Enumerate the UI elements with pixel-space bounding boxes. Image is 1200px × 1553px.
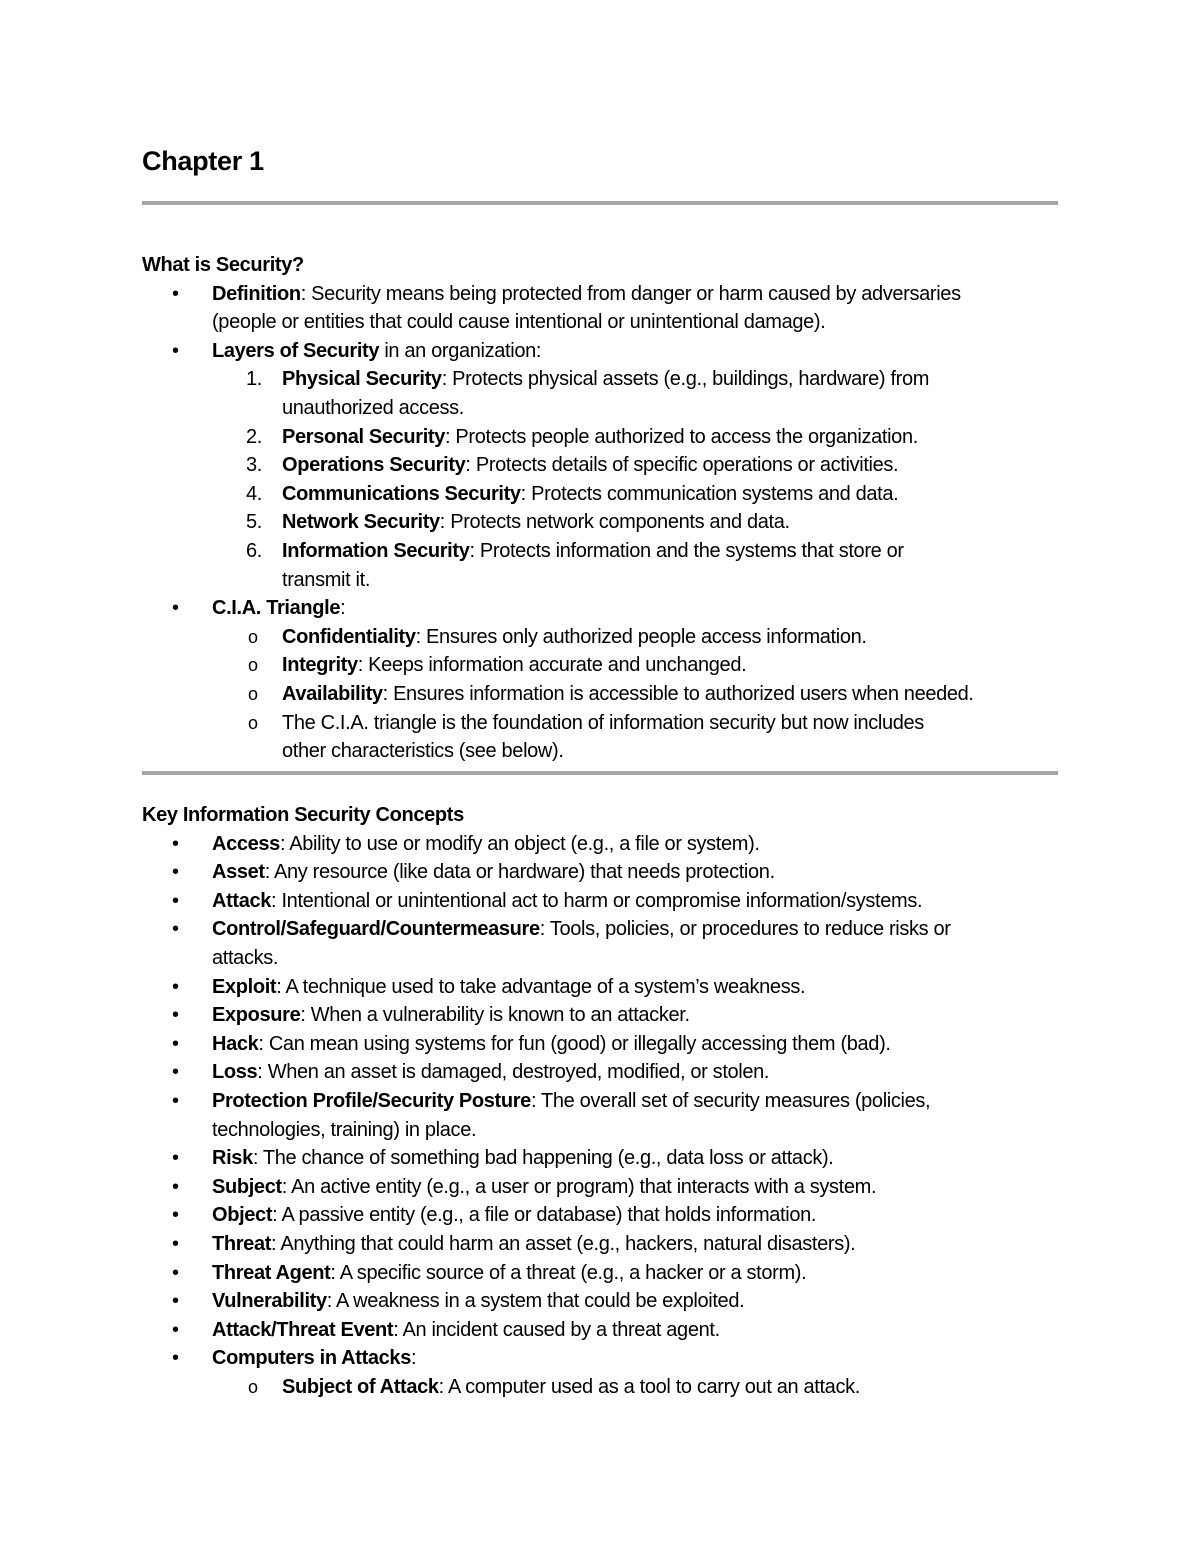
item-continuation: transmit it. <box>282 568 371 591</box>
bullet-item <box>142 1001 1082 1030</box>
bullet-marker: • <box>172 1089 179 1112</box>
number-marker: 4. <box>246 482 262 505</box>
sub-bullet-item <box>142 680 1082 709</box>
term-label: Protection Profile/Security Posture <box>212 1089 531 1112</box>
bullet-marker: • <box>172 1261 179 1284</box>
item-text: : Protects information and the systems that store or <box>469 539 904 562</box>
section-heading: What is Security? <box>142 254 304 276</box>
bullet-item <box>142 1144 1082 1173</box>
term-label: Physical Security <box>282 368 442 391</box>
circle-bullet-marker: o <box>248 712 258 733</box>
numbered-item <box>142 537 1082 566</box>
section-what-is-security <box>142 251 1082 766</box>
sub-bullet-item <box>142 1373 1082 1402</box>
term-label: Risk <box>212 1147 253 1170</box>
term-label: Control/Safeguard/Countermeasure <box>212 918 540 941</box>
bullet-marker: • <box>172 975 179 998</box>
term-label: Subject of Attack <box>282 1375 439 1398</box>
item-text: : Protects communication systems and data. <box>520 482 899 505</box>
bullet-marker: • <box>172 1204 179 1227</box>
term-label: Access <box>212 832 280 855</box>
sub-bullet-item <box>142 709 1082 738</box>
bullet-item <box>142 1344 1082 1373</box>
item-continuation: (people or entities that could cause intentional or unintentional damage). <box>212 311 826 334</box>
item-text: : Ensures only authorized people access information. <box>415 625 867 648</box>
item-text: : Ensures information is accessible to authorized users when needed. <box>382 682 974 705</box>
numbered-item <box>142 365 1082 394</box>
numbered-item <box>142 480 1082 509</box>
bullet-item <box>142 1230 1082 1259</box>
circle-bullet-marker: o <box>248 683 258 704</box>
bullet-marker: • <box>172 1032 179 1055</box>
term-label: Exposure <box>212 1004 301 1027</box>
term-label: Exploit <box>212 975 277 998</box>
item-text: : A specific source of a threat (e.g., a hacker or a storm). <box>330 1261 807 1284</box>
bullet-item <box>142 858 1082 887</box>
bullet-marker: • <box>172 861 179 884</box>
term-label: Hack <box>212 1032 259 1055</box>
term-label: Threat Agent <box>212 1261 331 1284</box>
term-label: Information Security <box>282 539 470 562</box>
term-label: Integrity <box>282 654 358 677</box>
term-label: Asset <box>212 861 265 884</box>
number-marker: 5. <box>246 511 262 534</box>
bullet-marker: • <box>172 1232 179 1255</box>
term-label: Layers of Security <box>212 339 380 362</box>
item-text: : Any resource (like data or hardware) that needs protection. <box>264 861 775 884</box>
bullet-item-definition <box>142 280 1082 309</box>
item-text: : When a vulnerability is known to an attacker. <box>300 1004 690 1027</box>
numbered-item <box>142 423 1082 452</box>
term-label: Vulnerability <box>212 1290 327 1313</box>
term-label: Definition <box>212 282 301 305</box>
term-label: Availability <box>282 682 383 705</box>
item-text: : Can mean using systems for fun (good) or illegally accessing them (bad). <box>258 1032 891 1055</box>
page-title: Chapter 1 <box>142 146 264 176</box>
item-text: : An active entity (e.g., a user or program) that interacts with a system. <box>281 1175 877 1198</box>
bullet-item <box>142 973 1082 1002</box>
term-label: Computers in Attacks <box>212 1347 411 1370</box>
circle-bullet-marker: o <box>248 655 258 676</box>
term-label: Operations Security <box>282 454 466 477</box>
item-text: : Anything that could harm an asset (e.g., hackers, natural disasters). <box>271 1232 856 1255</box>
item-text: : <box>340 597 346 620</box>
item-text: : Intentional or unintentional act to harm or compromise information/systems. <box>271 889 923 912</box>
item-text: The C.I.A. triangle is the foundation of information security but now includes <box>282 711 924 734</box>
bullet-item <box>142 1058 1082 1087</box>
term-label: Loss <box>212 1061 258 1084</box>
bullet-item-layers <box>142 337 1082 366</box>
item-text: : Protects network components and data. <box>439 511 790 534</box>
item-text: in an organization: <box>379 339 542 362</box>
item-continuation: technologies, training) in place. <box>212 1118 477 1141</box>
bullet-item <box>142 915 1082 944</box>
item-continuation: other characteristics (see below). <box>282 740 564 763</box>
item-text: : When an asset is damaged, destroyed, modified, or stolen. <box>257 1061 770 1084</box>
term-label: Communications Security <box>282 482 521 505</box>
item-text: : A computer used as a tool to carry out an attack. <box>438 1375 860 1398</box>
section-heading: Key Information Security Concepts <box>142 804 464 826</box>
item-text: : Protects details of specific operations or activities. <box>465 454 899 477</box>
term-label: Network Security <box>282 511 440 534</box>
item-continuation: unauthorized access. <box>282 396 465 419</box>
item-text: : Security means being protected from danger or harm caused by adversaries <box>300 282 961 305</box>
bullet-item <box>142 1259 1082 1288</box>
item-text: : Tools, policies, or procedures to reduce risks or <box>539 918 951 941</box>
item-text: : A passive entity (e.g., a file or database) that holds information. <box>272 1204 817 1227</box>
sub-bullet-item <box>142 623 1082 652</box>
circle-bullet-marker: o <box>248 1376 258 1397</box>
bullet-marker: • <box>172 1318 179 1341</box>
term-label: Personal Security <box>282 425 446 448</box>
item-text: : Protects physical assets (e.g., buildings, hardware) from <box>441 368 930 391</box>
number-marker: 6. <box>246 539 262 562</box>
item-text: : Keeps information accurate and unchanged. <box>357 654 747 677</box>
item-text: : A technique used to take advantage of a system’s weakness. <box>276 975 806 998</box>
bullet-marker: • <box>172 1147 179 1170</box>
item-text: : The chance of something bad happening (e.g., data loss or attack). <box>252 1147 834 1170</box>
bullet-marker: • <box>172 1347 179 1370</box>
number-marker: 2. <box>246 425 262 448</box>
bullet-marker: • <box>172 597 179 620</box>
item-text: : Protects people authorized to access the organization. <box>445 425 918 448</box>
item-text: : An incident caused by a threat agent. <box>393 1318 720 1341</box>
bullet-marker: • <box>172 282 179 305</box>
bullet-item <box>142 830 1082 859</box>
item-text: : Ability to use or modify an object (e.g., a file or system). <box>279 832 760 855</box>
horizontal-rule <box>142 201 1058 205</box>
sub-bullet-item <box>142 651 1082 680</box>
term-label: Attack <box>212 889 272 912</box>
bullet-item-cia <box>142 594 1082 623</box>
bullet-marker: • <box>172 889 179 912</box>
term-label: Attack/Threat Event <box>212 1318 394 1341</box>
term-label: Object <box>212 1204 273 1227</box>
bullet-item <box>142 1287 1082 1316</box>
circle-bullet-marker: o <box>248 626 258 647</box>
bullet-marker: • <box>172 1290 179 1313</box>
bullet-item <box>142 1173 1082 1202</box>
term-label: Subject <box>212 1175 282 1198</box>
number-marker: 3. <box>246 454 262 477</box>
bullet-marker: • <box>172 339 179 362</box>
bullet-item <box>142 887 1082 916</box>
term-label: Confidentiality <box>282 625 416 648</box>
bullet-marker: • <box>172 1061 179 1084</box>
term-label: Threat <box>212 1232 272 1255</box>
numbered-item <box>142 451 1082 480</box>
numbered-item <box>142 508 1082 537</box>
item-continuation: attacks. <box>212 946 279 969</box>
bullet-item <box>142 1201 1082 1230</box>
section-key-concepts <box>142 801 1082 1401</box>
horizontal-rule <box>142 771 1058 775</box>
item-text: : <box>410 1347 417 1370</box>
number-marker: 1. <box>246 368 262 391</box>
item-text: : A weakness in a system that could be exploited. <box>326 1290 745 1313</box>
bullet-item <box>142 1316 1082 1345</box>
bullet-marker: • <box>172 1004 179 1027</box>
item-text: : The overall set of security measures (policies, <box>530 1089 931 1112</box>
bullet-marker: • <box>172 832 179 855</box>
bullet-marker: • <box>172 918 179 941</box>
term-label: C.I.A. Triangle <box>212 597 341 620</box>
bullet-item <box>142 1087 1082 1116</box>
bullet-item <box>142 1030 1082 1059</box>
bullet-marker: • <box>172 1175 179 1198</box>
